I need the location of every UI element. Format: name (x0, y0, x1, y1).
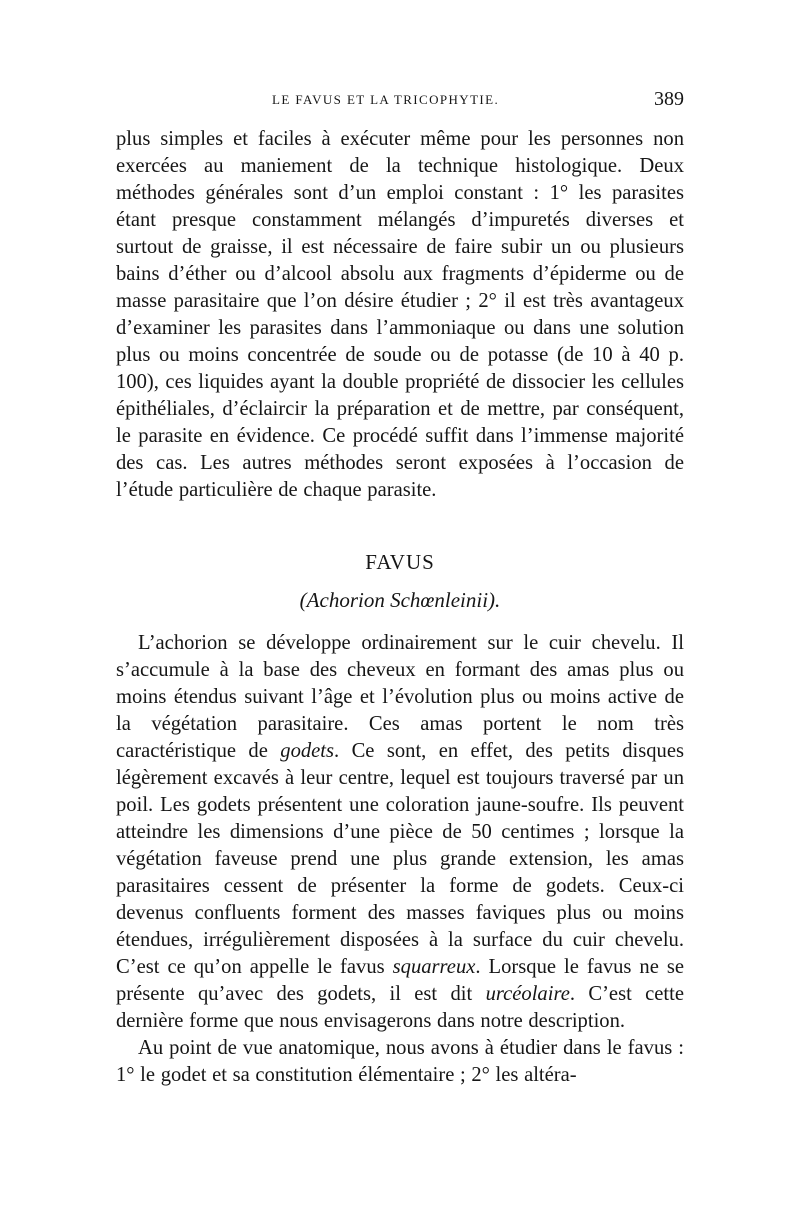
running-title: LE FAVUS ET LA TRICOPHYTIE. (272, 92, 500, 107)
section-title: FAVUS (365, 550, 435, 574)
favus-paragraph (116, 630, 684, 1035)
favus-text-part-3: . Lorsque le favus ne se présente qu’avec des godets, il est dit (116, 956, 685, 1005)
favus-text-part-2: . Ce sont, en effet, des petits disques légèrement excavés à leur centre, lequel est toujours traversé par un poil. Les godets présentent une coloration jaune-soufre. Ils peuvent atteindre les dimensions d’une pièce de 50 centimes ; lorsque la végétation faveuse prend une plus grande extension, les amas parasitaires cessent de présenter la forme de godets. Ceux-ci devenus confluents forment des masses faviques plus ou moins étendues, irrégulièrement disposées à la surface du cuir chevelu. C’est ce qu’on appelle le favus (116, 740, 684, 978)
body-text-favus (116, 630, 684, 1089)
intro-paragraph: plus simples et faciles à exécuter même pour les personnes non exercées au maniement de la technique histologique. Deux méthodes générales sont d’un emploi constant : 1° les parasites étant presque constamment mélangés d’impuretés diverses et surtout de graisse, il est nécessaire de faire subir un ou plusieurs bains d’éther ou d’alcool absolu aux fragments d’épiderme ou de masse parasitaire que l’on désire étudier ; 2° il est très avantageux d’examiner les parasites dans l’ammoniaque ou dans une solution plus ou moins concentrée de soude ou de potasse (de 10 à 40 p. 100), ces liquides ayant la double propriété de dissocier les cellules épithéliales, d’éclaircir la préparation et de mettre, par conséquent, le parasite en évidence. Ce procédé suffit dans l’immense majorité des cas. Les autres méthodes seront exposées à l’occasion de l’étude particulière de chaque parasite. (116, 128, 684, 501)
favus-text-part-1: L’achorion se développe ordinairement sur le cuir chevelu. Il s’accumule à la base des cheveux en formant des amas plus ou moins étendus suivant l’âge et l’évolution plus ou moins active de la végétation parasitaire. Ces amas portent le nom très caractéristique de (116, 632, 684, 762)
favus-text-part-4: . C’est cette dernière forme que nous envisagerons dans notre description. (116, 983, 685, 1032)
body-text-intro (116, 126, 684, 504)
anatomy-paragraph: Au point de vue anatomique, nous avons à étudier dans le favus : 1° le godet et sa constitution élémentaire ; 2° les altéra- (116, 1037, 684, 1086)
term-squarreux: squarreux (392, 956, 476, 978)
section-subtitle-text: (Achorion Schœnleinii). (299, 588, 501, 612)
section-subtitle (116, 588, 684, 613)
running-head (116, 88, 684, 114)
term-godets: godets (280, 740, 335, 762)
page-number: 389 (654, 88, 684, 110)
term-urceolaire: urcéolaire (485, 983, 570, 1005)
